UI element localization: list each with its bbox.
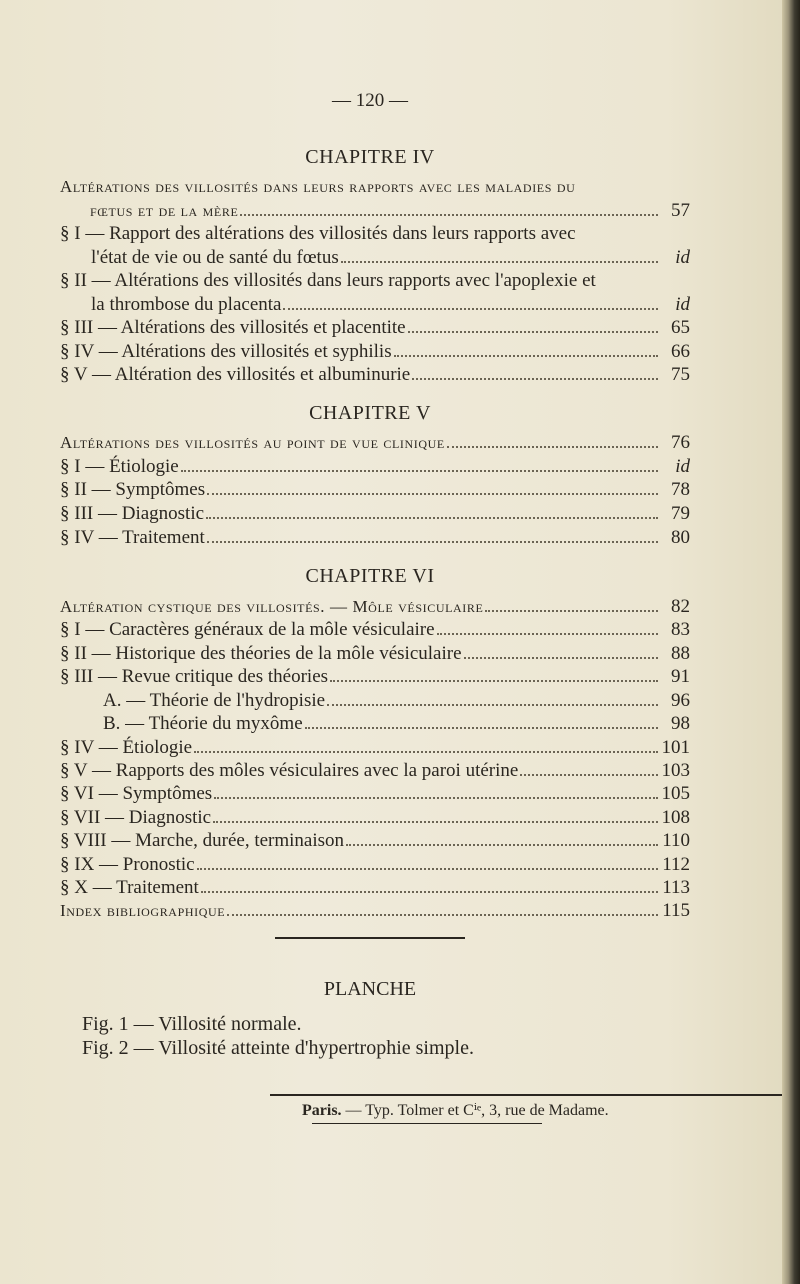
chapter-v-title: CHAPITRE V <box>309 402 431 424</box>
leader-dots <box>206 517 658 519</box>
toc-entry-line: § II — Altérations des villosités dans leurs rapports avec l'apoplexie et <box>60 270 596 291</box>
page-ref: 78 <box>671 479 690 500</box>
page-ref: id <box>675 456 690 477</box>
toc-entry <box>103 689 690 713</box>
imprint-city: Paris. <box>302 1102 342 1119</box>
toc-entry-label: § VI — Symptômes <box>60 783 213 804</box>
toc-entry-label: § IX — Pronostic <box>60 854 195 875</box>
toc-entry <box>60 502 690 526</box>
leader-dots <box>283 308 658 310</box>
page-ref: 66 <box>671 341 690 362</box>
toc-entry <box>103 712 690 736</box>
page-ref: id <box>675 247 690 268</box>
leader-dots <box>330 680 658 682</box>
page-ref: 76 <box>671 432 690 453</box>
toc-entry <box>90 199 690 223</box>
toc-entry-label: § IV — Étiologie <box>60 737 193 758</box>
chapter-iv-heading-line2: fœtus et de la mère <box>90 201 239 220</box>
leader-dots <box>207 541 658 543</box>
page-ref: id <box>675 294 690 315</box>
page-ref: 103 <box>661 760 690 781</box>
page-ref: 82 <box>671 596 690 617</box>
page-ref: 80 <box>671 527 690 548</box>
leader-dots <box>213 821 657 823</box>
imprint-text: — Typ. Tolmer et Cⁱᵉ, 3, rue de Madame. <box>345 1102 609 1119</box>
page-ref: 65 <box>671 317 690 338</box>
toc-entry <box>60 340 690 364</box>
toc-entry-label: A. — Théorie de l'hydropisie <box>103 690 326 711</box>
toc-entry <box>60 642 690 666</box>
toc-entry <box>60 876 690 900</box>
leader-dots <box>194 751 657 753</box>
page-ref: 79 <box>671 503 690 524</box>
page-ref: 57 <box>671 200 690 221</box>
leader-dots <box>201 891 658 893</box>
leader-dots <box>327 704 658 706</box>
page-edge-shadow <box>782 0 800 1284</box>
imprint-rule <box>270 1094 800 1096</box>
imprint-rule <box>312 1123 542 1124</box>
figure-caption: Fig. 1 — Villosité normale. <box>82 1013 302 1035</box>
chapter-v-heading: Altérations des villosités au point de vue clinique <box>60 433 445 452</box>
leader-dots <box>485 610 658 612</box>
page-ref: 105 <box>661 783 690 804</box>
toc-entry <box>60 363 690 387</box>
toc-entry-label: § X — Traitement <box>60 877 199 898</box>
page-ref: 91 <box>671 666 690 687</box>
leader-dots <box>305 727 658 729</box>
toc-entry-label: § V — Altération des villosités et albuminurie <box>60 364 411 385</box>
toc-entry <box>60 806 690 830</box>
leader-dots <box>214 797 657 799</box>
page-ref: 110 <box>662 830 690 851</box>
toc-entry-label: § III — Revue critique des théories <box>60 666 329 687</box>
leader-dots <box>181 470 658 472</box>
toc-entry <box>60 829 690 853</box>
toc-entry-label: § VII — Diagnostic <box>60 807 212 828</box>
chapter-iv-title: CHAPITRE IV <box>305 146 435 168</box>
toc-entry-line: § I — Rapport des altérations des villosités dans leurs rapports avec <box>60 223 576 244</box>
page-ref: 88 <box>671 643 690 664</box>
toc-entry <box>60 759 690 783</box>
leader-dots <box>412 378 658 380</box>
page-ref: 96 <box>671 690 690 711</box>
toc-entry <box>60 316 690 340</box>
page-ref: 108 <box>661 807 690 828</box>
page-ref: 83 <box>671 619 690 640</box>
toc-entry-label: § III — Diagnostic <box>60 503 205 524</box>
leader-dots <box>520 774 657 776</box>
toc-entry-label: § II — Historique des théories de la môle vésiculaire <box>60 643 462 664</box>
toc-entry-label: § IV — Altérations des villosités et syphilis <box>60 341 392 362</box>
figure-caption: Fig. 2 — Villosité atteinte d'hypertrophie simple. <box>82 1037 474 1059</box>
toc-entry <box>60 526 690 550</box>
toc-entry <box>60 478 690 502</box>
leader-dots <box>227 914 658 916</box>
toc-entry-label: § IV — Traitement <box>60 527 205 548</box>
toc-entry-label: § I — Caractères généraux de la môle vésiculaire <box>60 619 435 640</box>
toc-entry-label: § II — Symptômes <box>60 479 206 500</box>
page-number: — 120 — <box>332 90 408 111</box>
page-ref: 98 <box>671 713 690 734</box>
chapter-vi-heading: Altération cystique des villosités. — Môle vésiculaire <box>60 597 484 616</box>
toc-entry <box>60 782 690 806</box>
leader-dots <box>341 261 658 263</box>
toc-entry-label: § V — Rapports des môles vésiculaires avec la paroi utérine <box>60 760 519 781</box>
toc-entry <box>60 618 690 642</box>
toc-entry <box>91 246 690 270</box>
chapter-iv-heading-line1: Altérations des villosités dans leurs rapports avec les maladies du <box>60 177 576 196</box>
leader-dots <box>408 331 658 333</box>
toc-entry <box>60 853 690 877</box>
leader-dots <box>240 214 658 216</box>
page-ref: 115 <box>662 900 690 921</box>
leader-dots <box>394 355 658 357</box>
toc-entry <box>60 736 690 760</box>
page-ref: 113 <box>662 877 690 898</box>
toc-entry <box>91 293 690 317</box>
toc-entry <box>60 431 690 455</box>
leader-dots <box>447 446 658 448</box>
leader-dots <box>464 657 658 659</box>
leader-dots <box>346 844 658 846</box>
page-ref: 101 <box>661 737 690 758</box>
leader-dots <box>197 868 658 870</box>
page-ref: 75 <box>671 364 690 385</box>
section-divider <box>275 937 465 939</box>
toc-entry <box>60 595 690 619</box>
imprint <box>302 1100 609 1120</box>
toc-entry-label: § VIII — Marche, durée, terminaison <box>60 830 345 851</box>
toc-entry-label: B. — Théorie du myxôme <box>103 713 303 734</box>
page-ref: 112 <box>662 854 690 875</box>
toc-entry-label: § III — Altérations des villosités et placentite <box>60 317 406 338</box>
toc-entry-label: la thrombose du placenta <box>91 294 282 315</box>
leader-dots <box>207 493 658 495</box>
toc-entry-label: § I — Étiologie <box>60 456 179 477</box>
toc-entry-index <box>60 899 690 923</box>
toc-entry <box>60 665 690 689</box>
toc-entry <box>60 455 690 479</box>
index-label: Index bibliographique <box>60 901 226 920</box>
planche-title: PLANCHE <box>323 978 417 1000</box>
leader-dots <box>437 633 658 635</box>
toc-entry-label: l'état de vie ou de santé du fœtus <box>91 247 339 268</box>
chapter-vi-title: CHAPITRE VI <box>305 565 435 587</box>
